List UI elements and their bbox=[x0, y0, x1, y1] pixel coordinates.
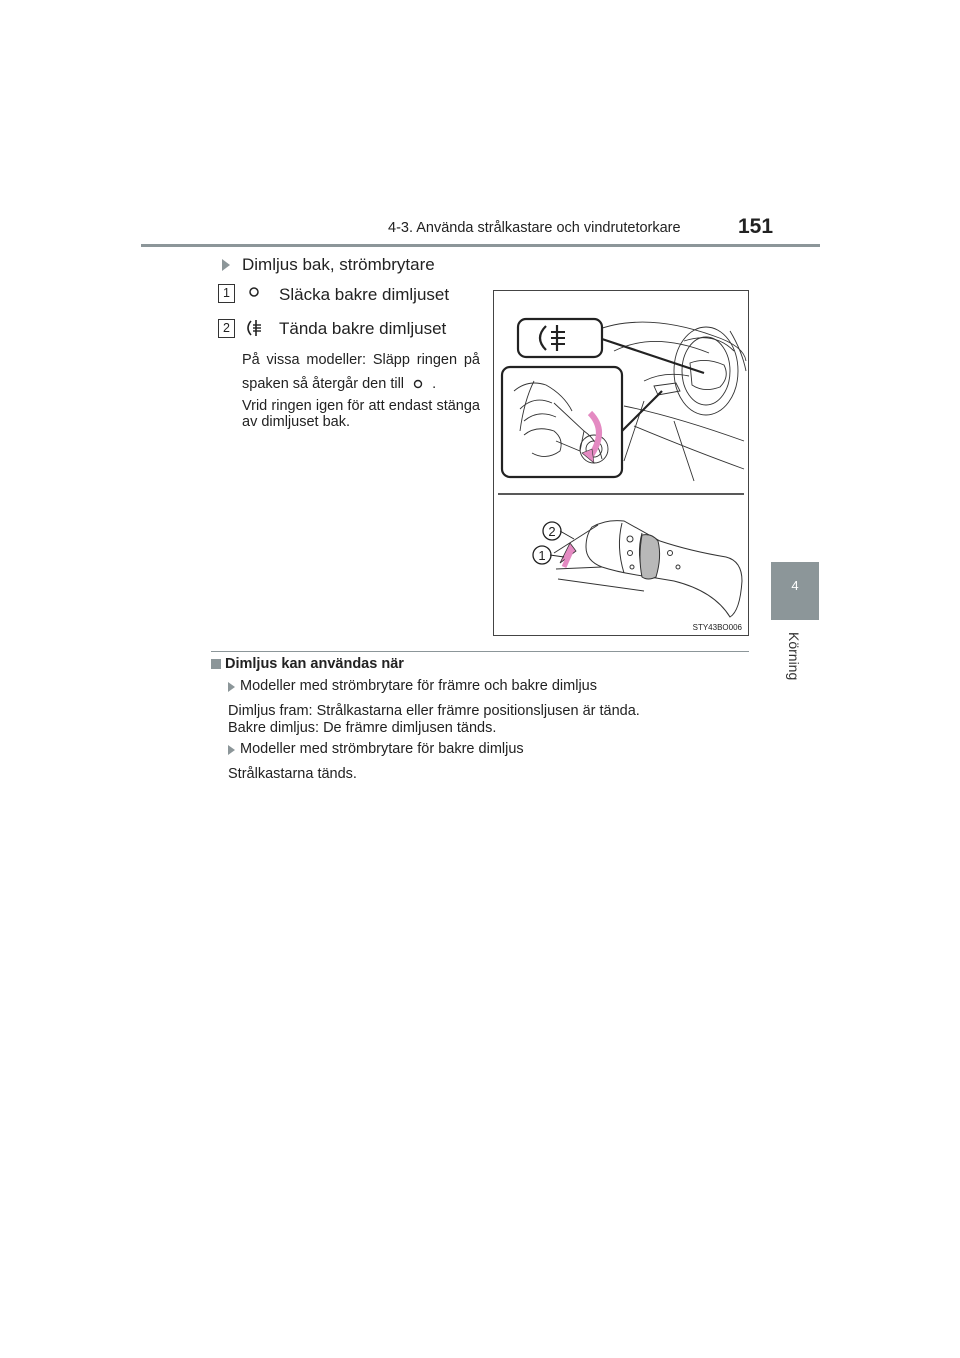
callout-2: 2 bbox=[548, 524, 556, 539]
item-heading: Dimljus bak, strömbrytare bbox=[242, 255, 435, 274]
note-1-text: På vissa modeller: Släpp ringen på spaken så återgår den till bbox=[242, 352, 480, 392]
section-title: 4-3. Använda strålkastare och vindrutetorkare bbox=[388, 220, 681, 236]
chapter-label bbox=[771, 632, 819, 692]
section-bullet-1: Modeller med strömbrytare för främre och bakre dimljus bbox=[240, 678, 597, 694]
figure-code: STY43BO006 bbox=[692, 623, 742, 632]
section-bullet-2: Modeller med strömbrytare för bakre dimljus bbox=[240, 741, 524, 757]
note-2: Vrid ringen igen för att endast stänga av dimljuset bak. bbox=[242, 398, 480, 430]
triangle-bullet-icon bbox=[228, 745, 235, 755]
circle-off-icon bbox=[248, 286, 260, 298]
entry-text-2: Tända bakre dimljuset bbox=[279, 319, 447, 338]
chapter-label-text: Körning bbox=[786, 632, 802, 681]
page-number: 151 bbox=[738, 215, 774, 238]
section-heading: Dimljus kan användas när bbox=[225, 656, 404, 672]
circle-off-icon bbox=[412, 379, 424, 389]
entry-text-1: Släcka bakre dimljuset bbox=[279, 285, 450, 304]
triangle-bullet-icon bbox=[222, 259, 230, 271]
section-body-1-line-1: Dimljus fram: Strålkastarna eller främre positionsljusen är tända. bbox=[228, 703, 640, 719]
entry-number-1: 1 bbox=[218, 284, 235, 303]
section-rule bbox=[211, 651, 749, 652]
callout-1: 1 bbox=[538, 548, 546, 563]
note-1-end: . bbox=[432, 376, 437, 392]
chapter-number: 4 bbox=[791, 578, 799, 593]
section-body-2: Strålkastarna tänds. bbox=[228, 766, 357, 782]
illustration-frame bbox=[493, 290, 749, 636]
entry-number-2: 2 bbox=[218, 319, 235, 338]
fog-switch-illustration bbox=[494, 291, 748, 635]
rear-fog-light-icon bbox=[244, 318, 266, 338]
triangle-bullet-icon bbox=[228, 682, 235, 692]
note-1 bbox=[242, 348, 480, 396]
header-rule bbox=[141, 244, 820, 247]
square-bullet-icon bbox=[211, 659, 221, 669]
section-body-1-line-2: Bakre dimljus: De främre dimljusen tänds. bbox=[228, 720, 497, 736]
